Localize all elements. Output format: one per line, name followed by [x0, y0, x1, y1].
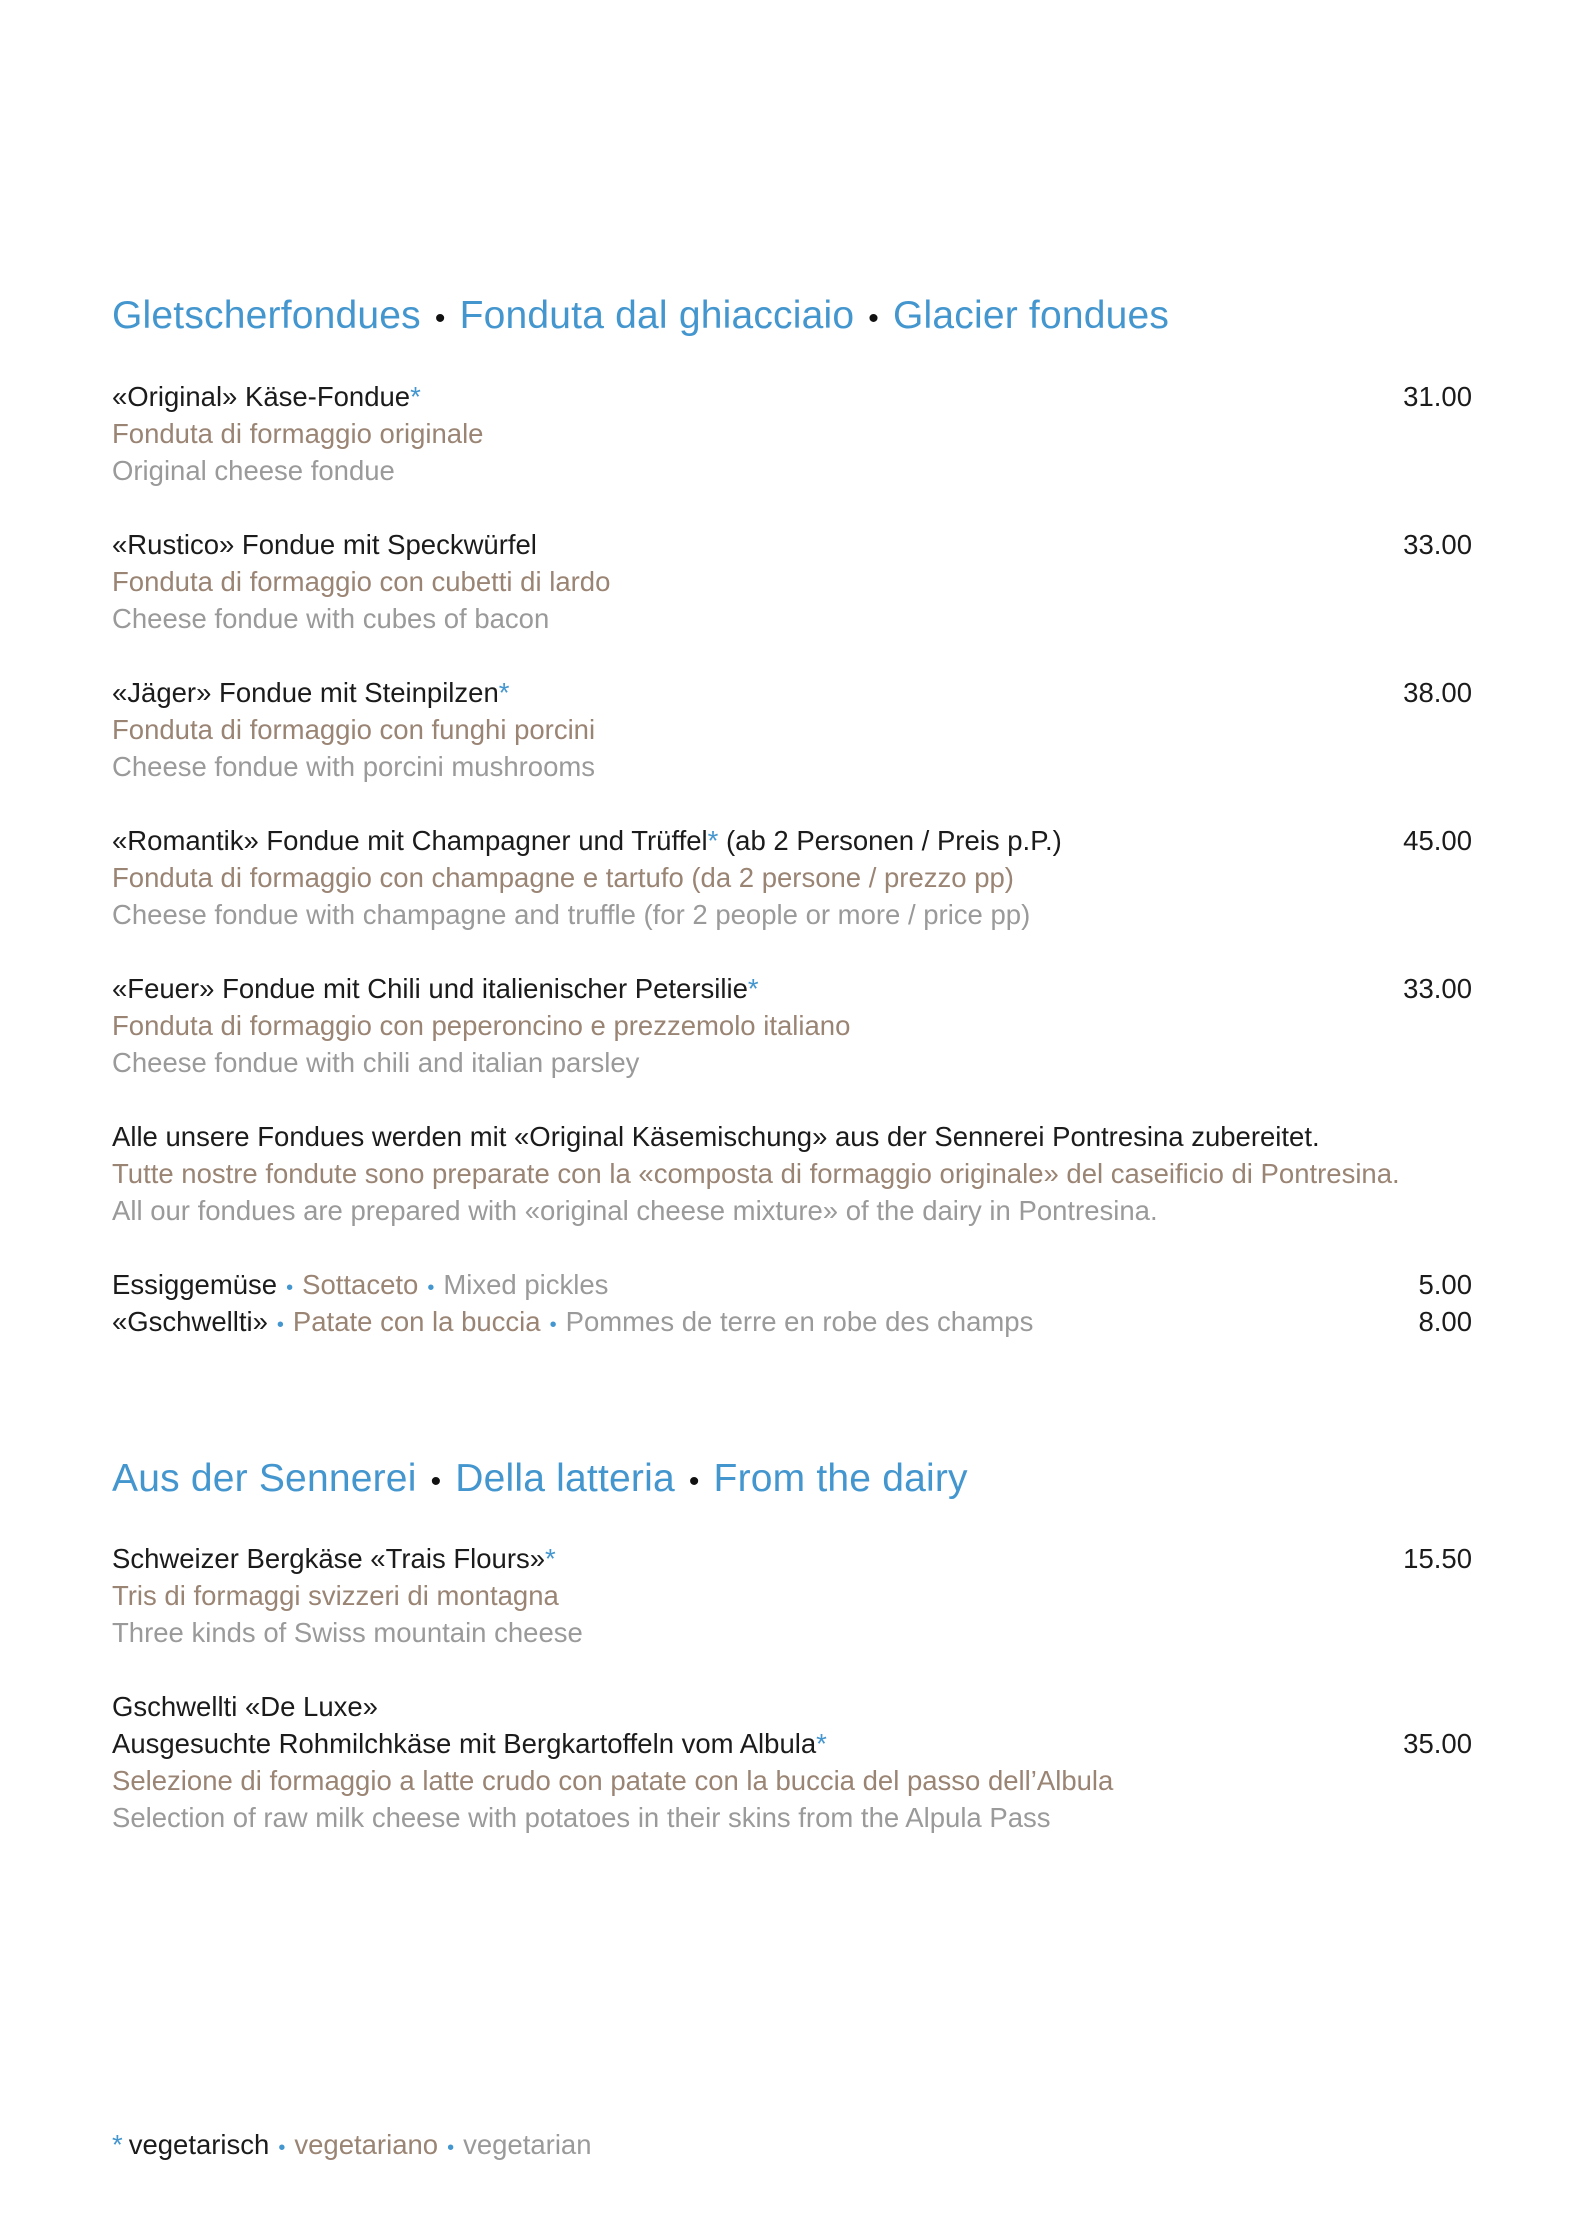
menu-item: [112, 970, 1472, 1081]
side-item: [112, 1266, 1472, 1307]
note-en: All our fondues are prepared with «original cheese mixture» of the dairy in Pontresina.: [112, 1195, 1158, 1226]
legend-en: vegetarian: [463, 2129, 592, 2160]
separator-dot: •: [278, 2137, 286, 2159]
separator-dot: •: [427, 1277, 435, 1299]
item-price: 45.00: [1403, 825, 1472, 856]
menu-item: [112, 674, 1472, 785]
item-price: 33.00: [1403, 973, 1472, 1004]
item-name-en: Cheese fondue with chili and italian parsley: [112, 1047, 640, 1078]
item-name-en: Cheese fondue with cubes of bacon: [112, 603, 550, 634]
legend-it: vegetariano: [294, 2129, 439, 2160]
item-name-de: Schweizer Bergkäse «Trais Flours»*: [112, 1543, 556, 1574]
item-name-en: Cheese fondue with porcini mushrooms: [112, 751, 596, 782]
heading-separator: •: [868, 302, 879, 335]
separator-dot: •: [447, 2137, 455, 2159]
vegetarian-star-icon: *: [747, 973, 759, 1004]
item-price: 35.00: [1403, 1728, 1472, 1759]
item-name-en: Selection of raw milk cheese with potatoes in their skins from the Alpula Pass: [112, 1802, 1051, 1833]
item-price: 33.00: [1403, 529, 1472, 560]
item-price: 38.00: [1403, 677, 1472, 708]
heading-en: Glacier fondues: [892, 294, 1170, 337]
item-name-it: Fonduta di formaggio con cubetti di lardo: [112, 566, 611, 597]
menu-item: [112, 378, 1472, 489]
legend-de: vegetarisch: [128, 2129, 270, 2160]
menu-item: [112, 822, 1472, 933]
heading-it: Della latteria: [455, 1457, 675, 1500]
vegetarian-star-icon: *: [707, 825, 719, 856]
menu-item: [112, 1540, 1472, 1651]
heading-separator: •: [688, 1465, 700, 1498]
separator-dot: •: [549, 1314, 557, 1336]
heading-separator: •: [430, 1465, 442, 1498]
item-name-en: Original cheese fondue: [112, 455, 395, 486]
menu-item: [112, 1688, 1472, 1836]
section-heading-dairy: [112, 1455, 968, 1506]
item-name-de: «Romantik» Fondue mit Champagner und Trüffel* (ab 2 Personen / Preis p.P.): [112, 825, 1062, 856]
note-it: Tutte nostre fondute sono preparate con la «composta di formaggio originale» del caseificio di Pontresina.: [112, 1158, 1400, 1189]
item-name-de: «Jäger» Fondue mit Steinpilzen*: [112, 677, 510, 708]
side-names: Essiggemüse • Sottaceto • Mixed pickles: [112, 1269, 609, 1300]
side-names: «Gschwellti» • Patate con la buccia • Pommes de terre en robe des champs: [112, 1306, 1034, 1337]
item-name-it: Fonduta di formaggio originale: [112, 418, 484, 449]
item-price: 15.50: [1403, 1543, 1472, 1574]
vegetarian-star-icon: *: [410, 381, 421, 412]
item-name-en: Cheese fondue with champagne and truffle (for 2 people or more / price pp): [112, 899, 1031, 930]
item-price: 31.00: [1403, 381, 1472, 412]
item-name-it: Fonduta di formaggio con funghi porcini: [112, 714, 596, 745]
vegetarian-star-icon: *: [498, 677, 510, 708]
item-name-it: Selezione di formaggio a latte crudo con patate con la buccia del passo dell’Albula: [112, 1765, 1114, 1796]
separator-dot: •: [276, 1314, 284, 1336]
heading-de: Aus der Sennerei: [112, 1457, 417, 1500]
heading-it: Fonduta dal ghiacciaio: [459, 294, 855, 337]
item-name-de: Ausgesuchte Rohmilchkäse mit Bergkartoffeln vom Albula*: [112, 1728, 827, 1759]
fondue-note: [112, 1118, 1472, 1229]
item-title: Gschwellti «De Luxe»: [112, 1691, 378, 1722]
vegetarian-star-icon: *: [545, 1543, 556, 1574]
item-name-en: Three kinds of Swiss mountain cheese: [112, 1617, 583, 1648]
item-name-it: Fonduta di formaggio con peperoncino e prezzemolo italiano: [112, 1010, 851, 1041]
heading-separator: •: [434, 302, 446, 335]
item-price: 5.00: [1418, 1269, 1472, 1300]
vegetarian-star-icon: *: [816, 1728, 827, 1759]
item-name-it: Fonduta di formaggio con champagne e tartufo (da 2 persone / prezzo pp): [112, 862, 1014, 893]
item-name-de: «Feuer» Fondue mit Chili und italienischer Petersilie*: [112, 973, 759, 1004]
item-name-it: Tris di formaggi svizzeri di montagna: [112, 1580, 559, 1611]
vegetarian-star-icon: *: [112, 2129, 123, 2160]
item-name-de: «Rustico» Fondue mit Speckwürfel: [112, 529, 537, 560]
heading-de: Gletscherfondues: [112, 294, 421, 337]
section-heading-fondues: [112, 292, 1169, 343]
menu-item: [112, 526, 1472, 637]
note-de: Alle unsere Fondues werden mit «Original Käsemischung» aus der Sennerei Pontresina zubereitet.: [112, 1121, 1320, 1152]
item-name-de: «Original» Käse-Fondue*: [112, 381, 421, 412]
vegetarian-legend: [112, 2126, 592, 2167]
heading-en: From the dairy: [713, 1457, 968, 1500]
separator-dot: •: [286, 1277, 294, 1299]
item-price: 8.00: [1418, 1306, 1472, 1337]
side-item: [112, 1303, 1472, 1344]
